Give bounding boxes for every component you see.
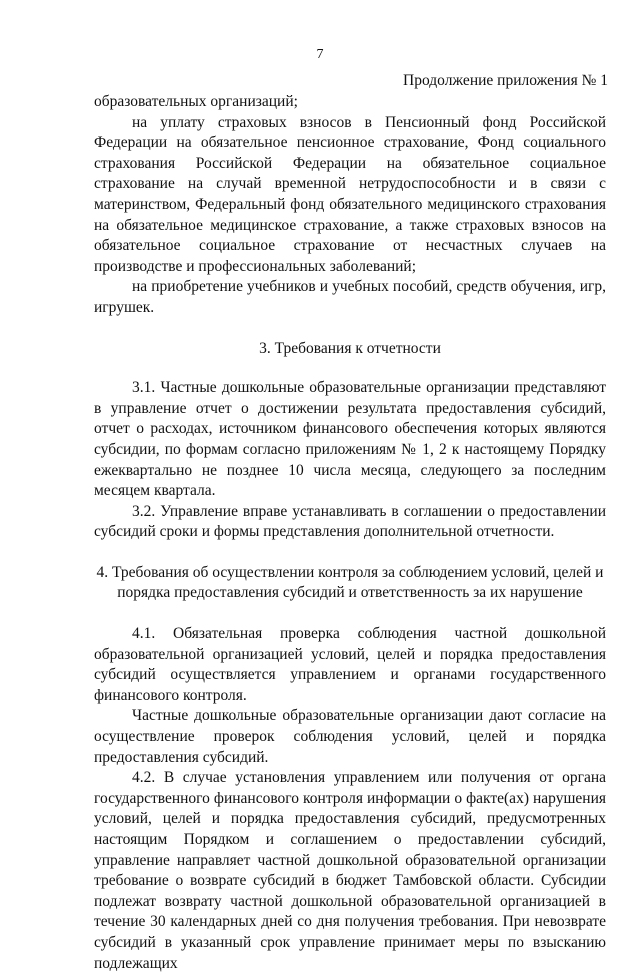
paragraph: 3.2. Управление вправе устанавливать в соглашении о предоставлении субсидий сроки и формы представления дополнительной отчетности. <box>94 502 606 541</box>
section-heading: 3. Требования к отчетности <box>259 339 441 357</box>
section-heading: 4. Требования об осуществлении контроля за соблюдением условий, целей и порядка предоставления субсидий и ответственность за их нарушение <box>96 563 604 602</box>
paragraph: 3.1. Частные дошкольные образовательные организации представляют в управление отчет о достижении результата предоставления субсидий, отчет о расходах, источником финансового обеспечения которых являются субсидии, по формам согласно приложениям № 1, 2 к настоящему Порядку ежеквартально не позднее 10 числа месяца, следующего за последним месяцем квартала. <box>94 379 606 500</box>
paragraph: Частные дошкольные образовательные организации дают согласие на осуществление проверок соблюдения условий, целей и порядка предоставления субсидий. <box>94 707 606 766</box>
page-number: 7 <box>316 47 324 62</box>
paragraph: образовательных организаций; <box>94 93 298 110</box>
paragraph: на приобретение учебников и учебных пособий, средств обучения, игр, игрушек. <box>94 278 606 316</box>
paragraph: на уплату страховых взносов в Пенсионный фонд Российской Федерации на обязательное пенсионное страхование, Фонд социального страхования Российской Федерации на обязательное социальное страхование на случай временной нетрудоспособности и в связи с материнством, Федеральный фонд обязательного медицинского страхования на обязательное медицинское страхование, а также страховых взносов на обязательное социальное страхование от несчастных случаев на производстве и профессиональных заболеваний; <box>94 113 606 275</box>
paragraph: 4.2. В случае установления управлением или получения от органа государственного финансового контроля информации о факте(ах) нарушения условий, целей и порядка предоставления субсидий, предусмотренных настоящим Порядком и соглашением о предоставлении субсидий, управление направляет частной дошкольной образовательной организации требование о возврате субсидий в бюджет Тамбовской области. Субсидии подлежат возврату частной дошкольной образовательной организацией в течение 30 календарных дней со дня получения требования. При невозврате субсидий в указанный срок управление принимает меры по взысканию подлежащих <box>94 769 606 972</box>
appendix-continuation-label: Продолжение приложения № 1 <box>403 72 608 89</box>
paragraph: 4.1. Обязательная проверка соблюдения частной дошкольной образовательной организацией условий, целей и порядка предоставления субсидий осуществляется управлением и органами государственного финансового контроля. <box>94 625 606 704</box>
document-body <box>94 92 606 974</box>
